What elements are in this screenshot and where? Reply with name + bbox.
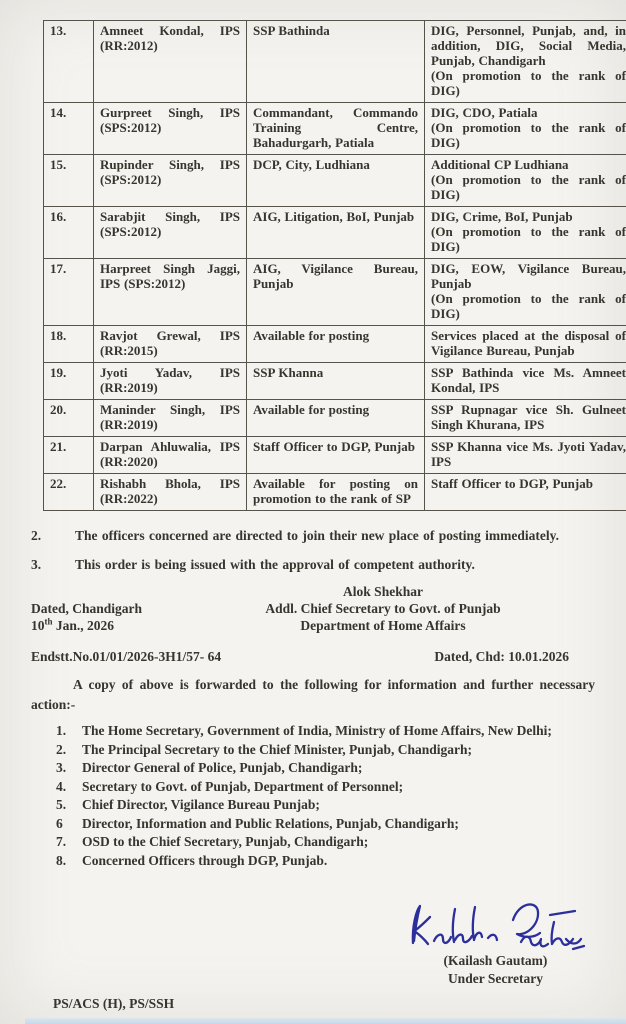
cc-list-item [56, 796, 595, 815]
cc-item-number: 8. [56, 852, 67, 868]
cell-current-posting: DCP, City, Ludhiana [247, 155, 425, 207]
forwarding-note: A copy of above is forwarded to the following for information and further necessary action:- [31, 677, 595, 712]
cell-officer-name: Rupinder Singh, IPS (SPS:2012) [94, 155, 247, 207]
cell-new-posting [425, 363, 626, 400]
cell-current-posting: SSP Bathinda [247, 21, 425, 103]
cc-item-number: 7. [56, 834, 67, 849]
cc-item-number: 4. [56, 778, 67, 794]
dated-place: Dated, Chandigarh [31, 601, 143, 616]
cc-item-text: Director General of Police, Punjab, Chandigarh; [82, 760, 363, 775]
new-posting-line: SSP Rupnagar vice Sh. Gulneet Singh Khurana, IPS [431, 402, 626, 432]
table-row [44, 363, 626, 400]
handwritten-signature [403, 896, 588, 956]
cell-serial-number: 14. [44, 103, 94, 155]
table-row [44, 400, 626, 437]
cell-serial-number: 22. [44, 474, 94, 511]
paragraph-3 [31, 554, 595, 575]
table-row [44, 207, 626, 259]
cc-list-item [56, 759, 595, 778]
cell-current-posting: Commandant, Commando Training Centre, Bahadurgarh, Patiala [247, 103, 425, 155]
cell-officer-name: Darpan Ahluwalia, IPS (RR:2020) [94, 437, 247, 474]
signatory-section [31, 583, 595, 634]
signature-title: Under Secretary [447, 971, 544, 986]
signatory-block [223, 583, 543, 634]
cc-item-number: 5. [56, 797, 67, 812]
scan-edge-strip [25, 1018, 626, 1024]
date-ordinal: th [44, 616, 53, 627]
table-row [44, 474, 626, 511]
cc-item-text: Chief Director, Vigilance Bureau Punjab; [82, 797, 320, 812]
table-row [44, 103, 626, 155]
officer-transfer-table [43, 20, 626, 511]
cc-list-item [56, 833, 595, 852]
cell-officer-name: Amneet Kondal, IPS (RR:2012) [94, 21, 247, 103]
signatory-title: Addl. Chief Secretary to Govt. of Punjab [265, 601, 501, 616]
paragraph-2 [31, 525, 595, 546]
signature-name: (Kailash Gautam) [443, 953, 548, 968]
cc-item-text: Secretary to Govt. of Punjab, Department of Personnel; [82, 778, 404, 794]
cc-list-item [56, 741, 595, 760]
cell-officer-name: Jyoti Yadav, IPS (RR:2019) [94, 363, 247, 400]
table-row [44, 155, 626, 207]
cc-list-item [56, 852, 595, 871]
cc-item-number: 2. [56, 741, 67, 757]
cell-new-posting [425, 259, 626, 326]
cell-current-posting: Available for posting [247, 326, 425, 363]
cell-current-posting: AIG, Vigilance Bureau, Punjab [247, 259, 425, 326]
endorsement-row [31, 648, 595, 665]
cell-officer-name: Sarabjit Singh, IPS (SPS:2012) [94, 207, 247, 259]
cell-new-posting [425, 103, 626, 155]
cell-new-posting [425, 437, 626, 474]
new-posting-line: DIG, EOW, Vigilance Bureau, Punjab [431, 261, 626, 291]
cell-officer-name: Harpreet Singh Jaggi, IPS (SPS:2012) [94, 259, 247, 326]
cell-new-posting [425, 474, 626, 511]
endorsement-date: Dated, Chd: 10.01.2026 [434, 649, 569, 664]
new-posting-line: (On promotion to the rank of DIG) [431, 68, 626, 98]
new-posting-line: SSP Khanna vice Ms. Jyoti Yadav, IPS [431, 439, 626, 469]
cell-officer-name: Rishabh Bhola, IPS (RR:2022) [94, 474, 247, 511]
cc-item-text: The Home Secretary, Government of India, Ministry of Home Affairs, New Delhi; [82, 723, 552, 738]
cell-serial-number: 20. [44, 400, 94, 437]
signature-block [393, 896, 598, 988]
table-row [44, 326, 626, 363]
cc-list-item [56, 722, 595, 741]
cc-item-text: The Principal Secretary to the Chief Minister, Punjab, Chandigarh; [82, 741, 472, 757]
cell-serial-number: 18. [44, 326, 94, 363]
cell-officer-name: Gurpreet Singh, IPS (SPS:2012) [94, 103, 247, 155]
dated-block [31, 600, 142, 634]
cc-item-number: 1. [56, 723, 67, 738]
cell-current-posting: SSP Khanna [247, 363, 425, 400]
new-posting-line: Additional CP Ludhiana [431, 157, 569, 172]
cell-current-posting: AIG, Litigation, BoI, Punjab [247, 207, 425, 259]
cell-new-posting [425, 155, 626, 207]
paragraph-number: 2. [31, 528, 42, 543]
cell-current-posting: Available for posting [247, 400, 425, 437]
cell-serial-number: 15. [44, 155, 94, 207]
new-posting-line: (On promotion to the rank of DIG) [431, 120, 626, 150]
paragraph-text: This order is being issued with the approval of competent authority. [75, 557, 475, 572]
paragraph-number: 3. [31, 557, 42, 572]
ps-note: PS/ACS (H), PS/SSH [53, 996, 175, 1011]
table-row [44, 437, 626, 474]
paragraph-text: The officers concerned are directed to join their new place of posting immediately. [75, 528, 560, 543]
cell-current-posting: Available for posting on promotion to the rank of SP [247, 474, 425, 511]
cc-item-text: Director, Information and Public Relations, Punjab, Chandigarh; [82, 815, 459, 831]
cell-serial-number: 19. [44, 363, 94, 400]
new-posting-line: Services placed at the disposal of Vigilance Bureau, Punjab [431, 328, 626, 358]
cell-officer-name: Ravjot Grewal, IPS (RR:2015) [94, 326, 247, 363]
cell-new-posting [425, 400, 626, 437]
new-posting-line: DIG, Crime, BoI, Punjab [431, 209, 573, 224]
date-day: 10 [31, 618, 45, 633]
cell-new-posting [425, 326, 626, 363]
cc-item-number: 6 [56, 815, 63, 831]
officer-table-body [44, 21, 626, 511]
new-posting-line: (On promotion to the rank of DIG) [431, 172, 626, 202]
new-posting-line: Staff Officer to DGP, Punjab [431, 476, 593, 491]
date-month-year: Jan., 2026 [52, 618, 115, 633]
cell-new-posting [425, 207, 626, 259]
cell-serial-number: 17. [44, 259, 94, 326]
signatory-name: Alok Shekhar [343, 584, 423, 599]
new-posting-line: DIG, CDO, Patiala [431, 105, 538, 120]
cc-item-text: Concerned Officers through DGP, Punjab. [82, 852, 328, 868]
cell-officer-name: Maninder Singh, IPS (RR:2019) [94, 400, 247, 437]
cc-item-text: OSD to the Chief Secretary, Punjab, Chandigarh; [82, 834, 369, 849]
cell-current-posting: Staff Officer to DGP, Punjab [247, 437, 425, 474]
dated-date [31, 617, 142, 634]
signatory-department: Department of Home Affairs [300, 618, 466, 633]
cc-list [56, 722, 595, 870]
table-row [44, 21, 626, 103]
cell-serial-number: 16. [44, 207, 94, 259]
table-row [44, 259, 626, 326]
cc-list-item [56, 815, 595, 834]
cell-new-posting [425, 21, 626, 103]
new-posting-line: DIG, Personnel, Punjab, and, in addition, DIG, Social Media, Punjab, Chandigarh [431, 23, 626, 68]
cc-list-item [56, 778, 595, 797]
new-posting-line: (On promotion to the rank of DIG) [431, 224, 626, 254]
cell-serial-number: 13. [44, 21, 94, 103]
endorsement-number: Endstt.No.01/01/2026-3H1/57- 64 [31, 649, 222, 664]
new-posting-line: (On promotion to the rank of DIG) [431, 291, 626, 321]
cc-item-number: 3. [56, 760, 67, 775]
cell-serial-number: 21. [44, 437, 94, 474]
new-posting-line: SSP Bathinda vice Ms. Amneet Kondal, IPS [431, 365, 626, 395]
